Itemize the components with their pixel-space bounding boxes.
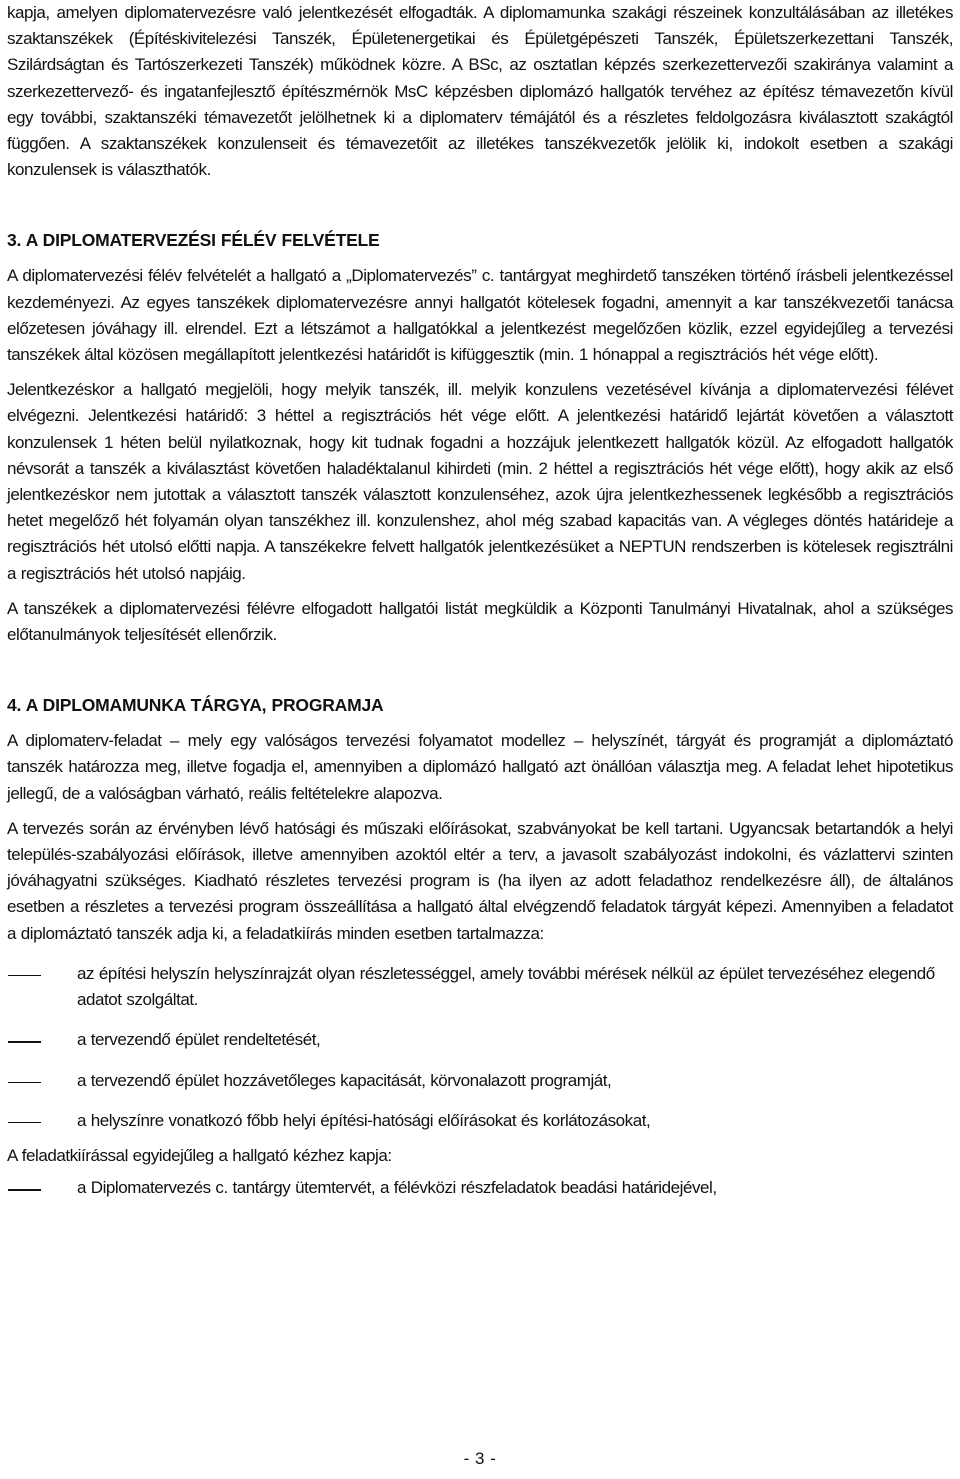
section-4-paragraph-1: A diplomaterv-feladat – mely egy valóságos tervezési folyamatot modellez – helyszínét, tárgyát és programját a diplomáztató tanszék határozza meg, illetve fogadja el, amennyiben a diplomázó hallgató azt önállóan választja meg. A feladat lehet hipotetikus jellegű, de a valóságban várható, reális feltételekre alapozva. bbox=[7, 731, 953, 803]
task-contents-list bbox=[7, 961, 953, 1134]
page-number: - 3 - bbox=[463, 1449, 497, 1468]
section-3-paragraph-1: A diplomatervezési félév felvételét a hallgató a „Diplomatervezés” c. tantárgyat meghirdető tanszéken történő írásbeli jelentkezéssel kezdeményezi. Az egyes tanszékek diplomatervezésre annyi hallgatót kötelesek fogadni, amennyit a kar tanszékvezetői tanácsa előzetesen jóváhagy ill. elrendel. Ezt a létszámot a hallgatókkal a jelentkezést megelőzően közlik, ezzel egyidejűleg a tervezési tanszékek által közösen megállapított jelentkezési határidőt is kifüggesztik (min. 1 hónappal a regisztrációs hét vége előtt). bbox=[7, 266, 953, 365]
section-3-paragraph-3: A tanszékek a diplomatervezési félévre elfogadott hallgatói listát megküldik a Központi Tanulmányi Hivatalnak, ahol a szükséges előtanulmányok teljesítését ellenőrzik. bbox=[7, 598, 953, 645]
section-4-heading: 4. A DIPLOMAMUNKA TÁRGYA, PROGRAMJA bbox=[7, 695, 384, 716]
section-4-paragraph-2: A tervezés során az érvényben lévő hatósági és műszaki előírásokat, szabványokat be kell tartani. Ugyancsak betartandók a helyi település-szabályozási előírások, illetve amennyiben azoktól eltér a terv, a javasolt szabályozást indokolni, és vázlattervi szinten jóváhagyatni szükséges. Kiadható részletes tervezési program is (ha ilyen az adott feladathoz rendelkezésre áll), de általános esetben a részletes a tervezési program összeállítása a hallgató által elvégzendő feladatok tárgyát képezi. Amennyiben a feladatot a diplomáztató tanszék adja ki, a feladatkiírás minden esetben tartalmazza: bbox=[7, 818, 953, 943]
received-documents-list bbox=[7, 1175, 953, 1201]
list-item: a Diplomatervezés c. tantárgy ütemtervét, a félévközi részfeladatok beadási határidejével, bbox=[7, 1175, 953, 1201]
list-item: a tervezendő épület hozzávetőleges kapacitását, körvonalazott programját, bbox=[7, 1068, 953, 1094]
section-3-paragraph-2: Jelentkezéskor a hallgató megjelöli, hogy melyik tanszék, ill. melyik konzulens vezetésével kívánja a diplomatervezési félévet elvégezni. Jelentkezési határidő: 3 héttel a regisztrációs hét vége előtt. A jelentkezési határidő lejártát követően a választott konzulensek 1 héten belül nyilatkoznak, hogy kit tudnak fogadni a hozzájuk jelentkezett hallgatók közül. Az elfogadott hallgatók névsorát a tanszék a kiválasztást követően haladéktalanul kihirdeti (min. 2 héttel a regisztrációs hét vége előtt), hogy akik az első jelentkezéskor nem jutottak a választott tanszék választott konzulenséhez, azok újra jelentkezhessenek legkésőbb a regisztrációs hetet megelőző hét folyamán olyan tanszékhez ill. konzulenshez, ahol még szabad kapacitás van. A végleges döntés határideje a regisztrációs hét utolsó előtti napja. A tanszékekre felvett hallgatók jelentkezésüket a NEPTUN rendszerben is kötelesek regisztrálni a regisztrációs hét utolsó napjáig. bbox=[7, 380, 953, 583]
list-item: a tervezendő épület rendeltetését, bbox=[7, 1027, 953, 1053]
list-item: az építési helyszín helyszínrajzát olyan részletességgel, amely további mérések nélkül az épület tervezéséhez elegendő adatot szolgáltat. bbox=[7, 961, 953, 1013]
section-4-paragraph-3: A feladatkiírással egyidejűleg a hallgató kézhez kapja: bbox=[7, 1145, 392, 1165]
list-item: a helyszínre vonatkozó főbb helyi építési-hatósági előírásokat és korlátozásokat, bbox=[7, 1108, 953, 1134]
paragraph-consultation: kapja, amelyen diplomatervezésre való jelentkezését elfogadták. A diplomamunka szakági részeinek konzultálásában az illetékes szaktanszékek (Építéskivitelezési Tanszék, Épületenergetikai és Épületgépészeti Tanszék, Épületszerkezettani Tanszék, Szilárdságtan és Tartószerkezeti Tanszék) működnek közre. A BSc, az osztatlan képzés szerkezettervezői szakiránya valamint a szerkezettervező- és ingatanfejlesztő építészmérnök MsC képzésben diplomázó hallgatók tervéhez az építész témavezetőn kívül egy további, szaktanszéki témavezetőt jelölhetnek ki a diplomaterv témájától és a részletes feldolgozásra kiválasztott szakágtól függően. A szaktanszékek konzulenseit és témavezetőit az illetékes tanszékvezetők jelölik ki, indokolt esetben a szakági konzulensek is választhatók. bbox=[7, 3, 953, 180]
section-3-heading: 3. A DIPLOMATERVEZÉSI FÉLÉV FELVÉTELE bbox=[7, 230, 380, 251]
document-page bbox=[7, 0, 953, 1201]
